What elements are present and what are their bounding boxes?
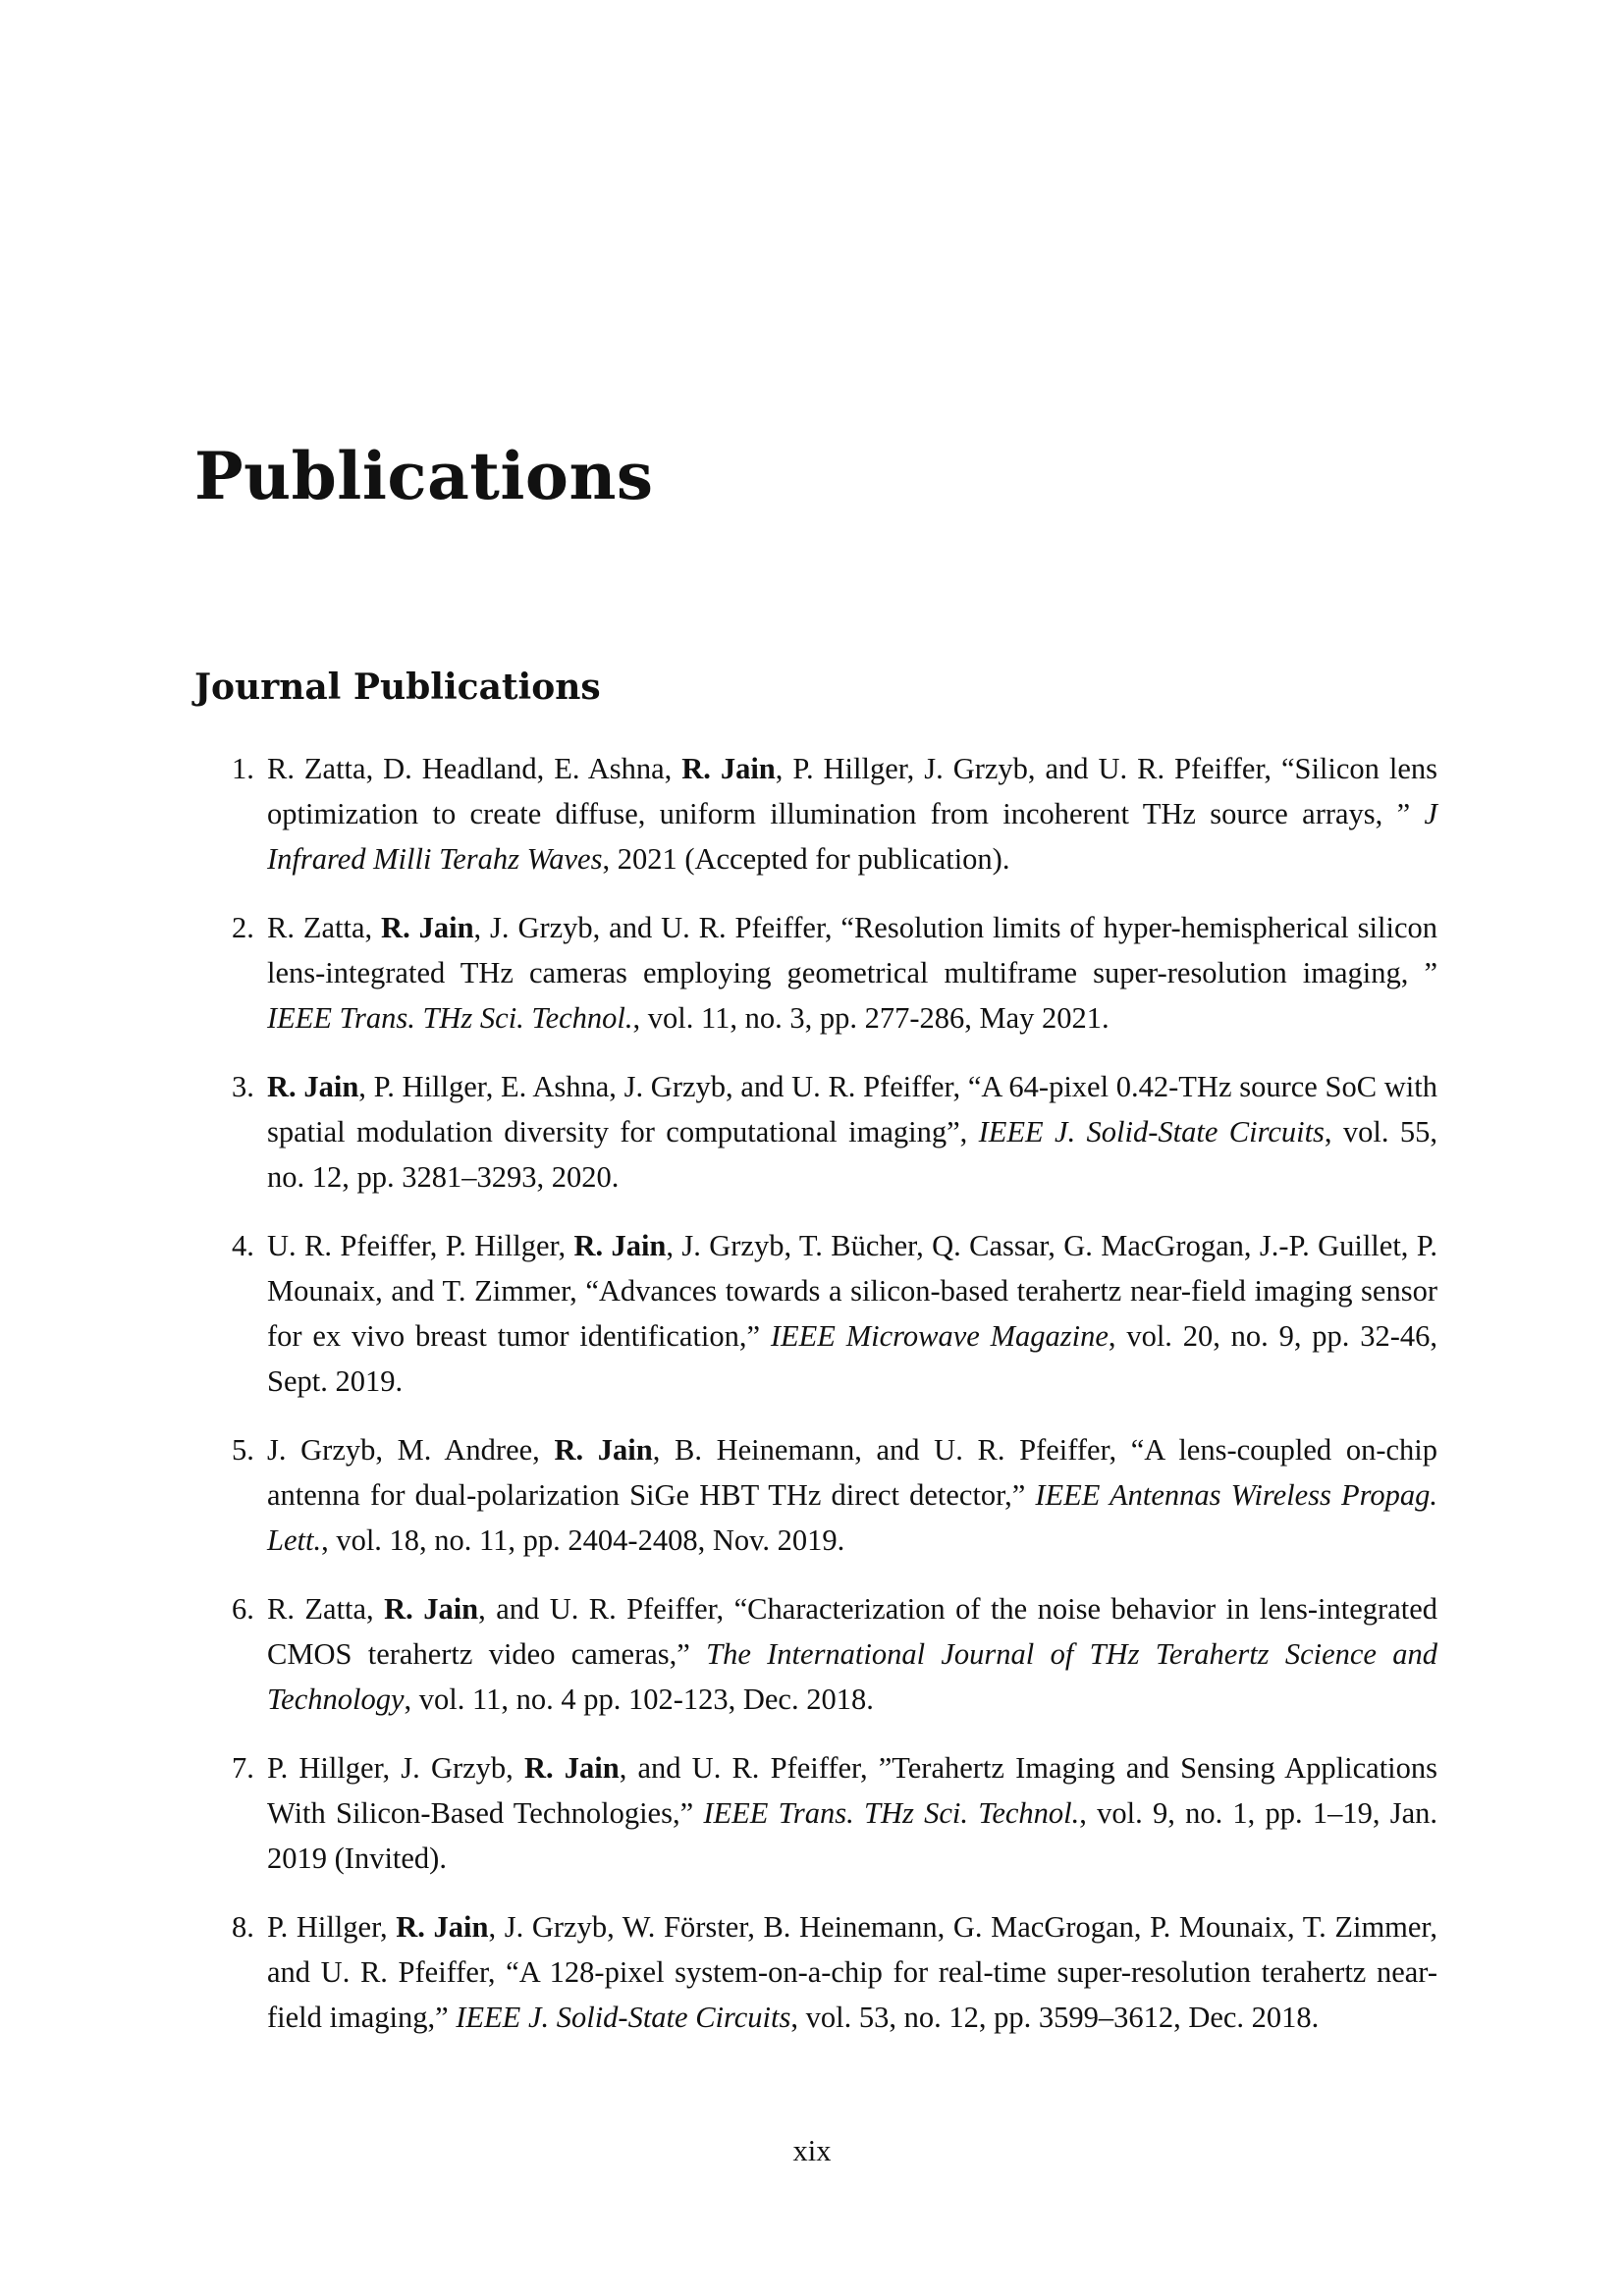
publication-authors-before: R. Zatta, D. Headland, E. Ashna, xyxy=(267,752,682,785)
publication-number: 4. xyxy=(232,1229,254,1262)
publication-highlighted-author: R. Jain xyxy=(554,1433,653,1467)
publication-venue: IEEE Trans. THz Sci. Technol. xyxy=(703,1796,1080,1830)
publication-highlighted-author: R. Jain xyxy=(523,1751,620,1785)
publication-authors-before: P. Hillger, J. Grzyb, xyxy=(267,1751,524,1785)
publication-highlighted-author: R. Jain xyxy=(681,752,776,785)
publication-authors-title: , P. Hillger, J. Grzyb, and U. R. Pfeiffer, “Silicon lens optimization to create diffuse, uniform illumination from incoherent THz source arrays, ” xyxy=(267,752,1437,830)
publication-item xyxy=(232,905,1437,1041)
publication-item xyxy=(232,1427,1437,1563)
publication-item xyxy=(232,746,1437,881)
publication-item xyxy=(232,1064,1437,1200)
publication-item xyxy=(232,1904,1437,2040)
publication-authors-title: , J. Grzyb, W. Förster, B. Heinemann, G. MacGrogan, P. Mounaix, T. Zimmer, and U. R. Pfeiffer, “A 128-pixel system-on-a-chip for real-time super-resolution terahertz near-field imaging,” xyxy=(267,1910,1437,2034)
publication-authors-title: , J. Grzyb, T. Bücher, Q. Cassar, G. MacGrogan, J.-P. Guillet, P. Mounaix, and T. Zimmer, “Advances towards a silicon-based terahertz near-field imaging sensor for ex vivo breast tumor identification,” xyxy=(267,1229,1437,1353)
publication-authors-title: , J. Grzyb, and U. R. Pfeiffer, “Resolution limits of hyper-hemispherical silicon lens-integrated THz cameras employing geometrical multiframe super-resolution imaging, ” xyxy=(267,911,1437,989)
publication-authors-title: , and U. R. Pfeiffer, “Characterization of the noise behavior in lens-integrated CMOS terahertz video cameras,” xyxy=(267,1592,1437,1671)
publication-venue: IEEE J. Solid-State Circuits xyxy=(456,2001,791,2034)
publication-authors-title: , and U. R. Pfeiffer, ”Terahertz Imaging and Sensing Applications With Silicon-Based Technologies,” xyxy=(267,1751,1438,1830)
publication-details: , vol. 9, no. 1, pp. 1–19, Jan. 2019 (Invited). xyxy=(267,1796,1438,1875)
publication-number: 1. xyxy=(232,752,254,785)
publication-authors-before: J. Grzyb, M. Andree, xyxy=(267,1433,555,1467)
page-number: xix xyxy=(792,2134,832,2167)
publication-item xyxy=(232,1586,1438,1722)
publication-details: , vol. 20, no. 9, pp. 32-46, Sept. 2019. xyxy=(267,1319,1437,1398)
publication-venue: IEEE Microwave Magazine xyxy=(770,1319,1109,1353)
chapter-title: Publications xyxy=(194,438,654,514)
publication-venue: IEEE Antennas Wireless Propag. Lett. xyxy=(267,1478,1437,1557)
publication-item xyxy=(232,1745,1438,1881)
publication-authors-before: R. Zatta, xyxy=(267,911,382,944)
publication-number: 3. xyxy=(232,1070,254,1103)
publication-details: , vol. 11, no. 4 pp. 102-123, Dec. 2018. xyxy=(404,1682,874,1716)
publication-number: 8. xyxy=(232,1910,254,1944)
publication-highlighted-author: R. Jain xyxy=(573,1229,667,1262)
section-title: Journal Publications xyxy=(194,667,601,708)
publication-highlighted-author: R. Jain xyxy=(384,1592,479,1626)
publication-number: 5. xyxy=(232,1433,254,1467)
publication-authors-before: U. R. Pfeiffer, P. Hillger, xyxy=(267,1229,574,1262)
publication-number: 2. xyxy=(232,911,254,944)
publication-authors-title: , B. Heinemann, and U. R. Pfeiffer, “A lens-coupled on-chip antenna for dual-polarization SiGe HBT THz direct detector,” xyxy=(267,1433,1437,1512)
publication-number: 7. xyxy=(232,1751,254,1785)
publication-venue: IEEE J. Solid-State Circuits xyxy=(978,1115,1325,1148)
publication-authors-before: R. Zatta, xyxy=(267,1592,385,1626)
publication-item xyxy=(232,1223,1437,1404)
publication-highlighted-author: R. Jain xyxy=(267,1070,359,1103)
publication-details: , vol. 11, no. 3, pp. 277-286, May 2021. xyxy=(632,1001,1110,1035)
publication-venue: The International Journal of THz Terahertz Science and Technology xyxy=(267,1637,1438,1716)
publication-highlighted-author: R. Jain xyxy=(396,1910,489,1944)
publication-details: , vol. 55, no. 12, pp. 3281–3293, 2020. xyxy=(267,1115,1437,1194)
publication-venue: IEEE Trans. THz Sci. Technol. xyxy=(267,1001,633,1035)
publication-number: 6. xyxy=(232,1592,254,1626)
publication-list xyxy=(232,746,1438,2063)
publication-details: , 2021 (Accepted for publication). xyxy=(602,842,1010,876)
publication-venue: J Infrared Milli Terahz Waves xyxy=(267,797,1437,876)
publication-highlighted-author: R. Jain xyxy=(381,911,474,944)
publication-details: , vol. 53, no. 12, pp. 3599–3612, Dec. 2018. xyxy=(790,2001,1320,2034)
publication-authors-title: , P. Hillger, E. Ashna, J. Grzyb, and U. R. Pfeiffer, “A 64-pixel 0.42-THz source SoC with spatial modulation diversity for computational imaging”, xyxy=(267,1070,1437,1148)
publication-authors-before: P. Hillger, xyxy=(267,1910,397,1944)
publication-details: , vol. 18, no. 11, pp. 2404-2408, Nov. 2019. xyxy=(321,1523,845,1557)
